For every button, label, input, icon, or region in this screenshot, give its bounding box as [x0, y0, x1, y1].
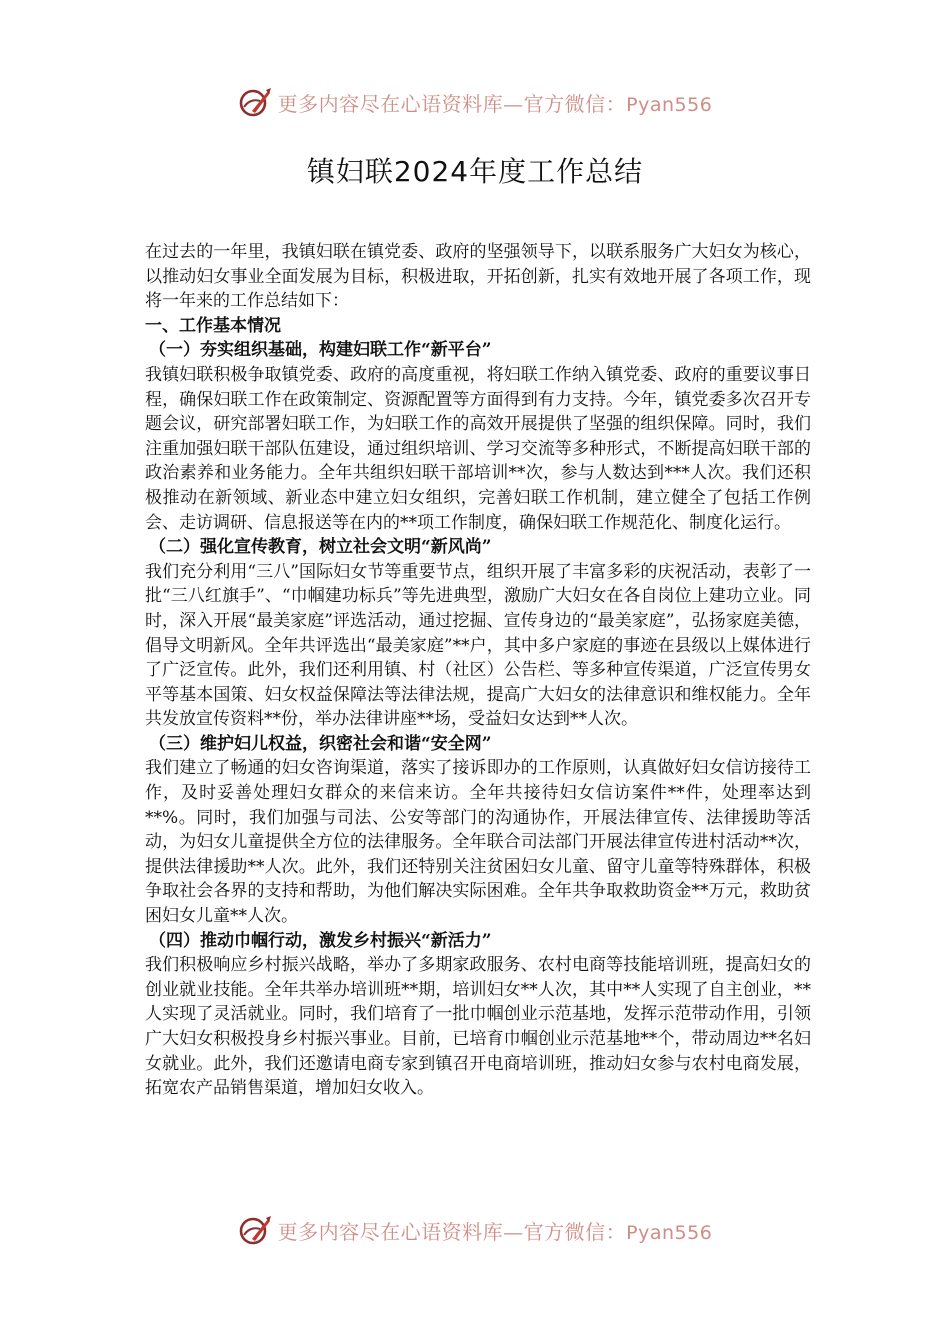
- pen-logo-icon: [238, 1213, 272, 1247]
- watermark-text: 更多内容尽在心语资料库—官方微信：Pyan556: [277, 91, 713, 116]
- watermark-text: 更多内容尽在心语资料库—官方微信：Pyan556: [277, 1219, 713, 1244]
- subsection-body-3: 我们建立了畅通的妇女咨询渠道，落实了接诉即办的工作原则，认真做好妇女信访接待工作，及时妥善处理妇女群众的来信来访。全年共接待妇女信访案件**件，处理率达到**%。同时，我们加强与司法、公安等部门的沟通协作，开展法律宣传、法律援助等活动，为妇女儿童提供全方位的法律服务。全年联合司法部门开展法律宣传进村活动**次，提供法律援助**人次。此外，我们还特别关注贫困妇女儿童、留守儿童等特殊群体，积极争取社会各界的支持和帮助，为他们解决实际困难。全年共争取救助资金**万元，救助贫困妇女儿童**人次。: [145, 758, 811, 927]
- subsection-body-2: 我们充分利用“三八”国际妇女节等重要节点，组织开展了丰富多彩的庆祝活动，表彰了一批“三八红旗手”、“巾帼建功标兵”等先进典型，激励广大妇女在各自岗位上建功立业。同时，深入开展“最美家庭”评选活动，通过挖掘、宣传身边的“最美家庭”，弘扬家庭美德，倡导文明新风。全年共评选出“最美家庭”**户，其中多户家庭的事迹在县级以上媒体进行了广泛宣传。此外，我们还利用镇、村（社区）公告栏、等多种宣传渠道，广泛宣传男女平等基本国策、妇女权益保障法等法律法规，提高广大妇女的法律意识和维权能力。全年共发放宣传资料**份，举办法律讲座**场，受益妇女达到**人次。: [145, 561, 811, 730]
- subsection-heading-2: （二）强化宣传教育，树立社会文明“新风尚”: [149, 537, 492, 558]
- watermark-banner-bottom: [0, 1210, 950, 1250]
- document-title: 镇妇联2024年度工作总结: [306, 155, 644, 188]
- section-heading: 一、工作基本情况: [145, 315, 281, 336]
- document-body: [145, 240, 811, 1101]
- subsection-heading-3: （三）维护妇儿权益，织密社会和谐“安全网”: [149, 733, 492, 754]
- pen-logo-icon: [238, 85, 272, 119]
- subsection-heading-1: （一）夯实组织基础，构建妇联工作“新平台”: [149, 340, 492, 361]
- subsection-heading-4: （四）推动巾帼行动，激发乡村振兴“新活力”: [149, 930, 492, 951]
- subsection-body-4: 我们积极响应乡村振兴战略，举办了多期家政服务、农村电商等技能培训班，提高妇女的创业就业技能。全年共举办培训班**期，培训妇女**人次，其中**人实现了自主创业，**人实现了灵活就业。同时，我们培育了一批巾帼创业示范基地，发挥示范带动作用，引领广大妇女积极投身乡村振兴事业。目前，已培育巾帼创业示范基地**个，带动周边**名妇女就业。此外，我们还邀请电商专家到镇召开电商培训班，推动妇女参与农村电商发展，拓宽农产品销售渠道，增加妇女收入。: [145, 955, 811, 1099]
- intro-paragraph: 在过去的一年里，我镇妇联在镇党委、政府的坚强领导下，以联系服务广大妇女为核心，以推动妇女事业全面发展为目标，积极进取，开拓创新，扎实有效地开展了各项工作，现将一年来的工作总结如下：: [145, 242, 811, 312]
- subsection-body-1: 我镇妇联积极争取镇党委、政府的高度重视，将妇联工作纳入镇党委、政府的重要议事日程，确保妇联工作在政策制定、资源配置等方面得到有力支持。今年，镇党委多次召开专题会议，研究部署妇联工作，为妇联工作的高效开展提供了坚强的组织保障。同时，我们注重加强妇联干部队伍建设，通过组织培训、学习交流等多种形式，不断提高妇联干部的政治素养和业务能力。全年共组织妇联干部培训**次，参与人数达到***人次。我们还积极推动在新领域、新业态中建立妇女组织，完善妇联工作机制，建立健全了包括工作例会、走访调研、信息报送等在内的**项工作制度，确保妇联工作规范化、制度化运行。: [145, 364, 811, 533]
- watermark-banner-top: [0, 82, 950, 122]
